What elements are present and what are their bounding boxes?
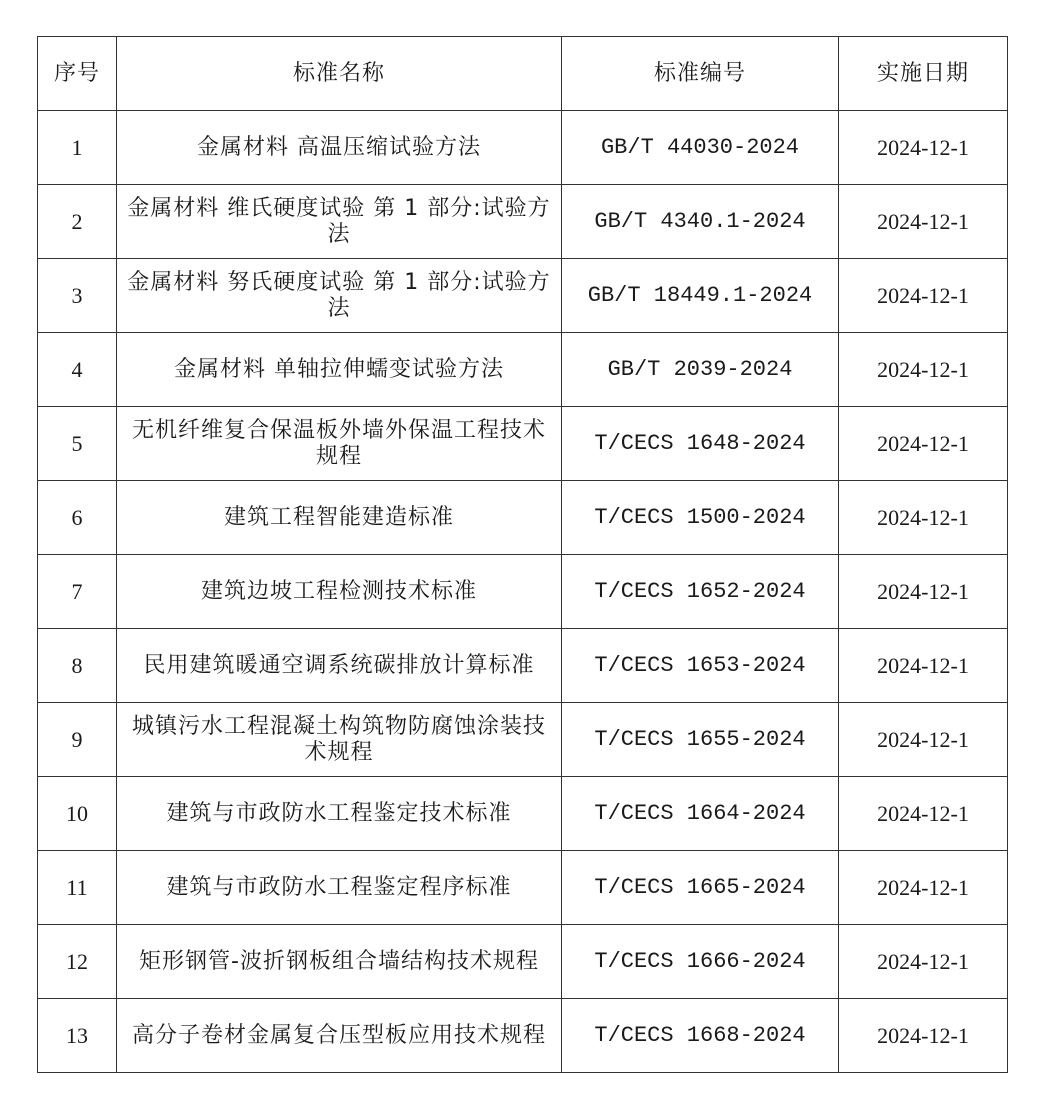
row-name: 金属材料 努氏硬度试验 第 1 部分:试验方法 xyxy=(117,259,562,333)
table-row xyxy=(38,851,1008,925)
row-code: T/CECS 1655-2024 xyxy=(562,703,839,777)
row-code: GB/T 44030-2024 xyxy=(562,111,839,185)
row-code: T/CECS 1665-2024 xyxy=(562,851,839,925)
row-seq: 11 xyxy=(38,851,117,925)
row-name: 城镇污水工程混凝土构筑物防腐蚀涂装技术规程 xyxy=(117,703,562,777)
row-seq: 9 xyxy=(38,703,117,777)
row-code: T/CECS 1653-2024 xyxy=(562,629,839,703)
row-seq: 13 xyxy=(38,999,117,1073)
standards-table xyxy=(37,36,1008,1073)
table-row xyxy=(38,481,1008,555)
row-date: 2024-12-1 xyxy=(839,703,1008,777)
table-row xyxy=(38,999,1008,1073)
header-seq: 序号 xyxy=(38,37,117,111)
header-code: 标准编号 xyxy=(562,37,839,111)
row-code: T/CECS 1500-2024 xyxy=(562,481,839,555)
row-seq: 7 xyxy=(38,555,117,629)
row-name: 无机纤维复合保温板外墙外保温工程技术规程 xyxy=(117,407,562,481)
row-date: 2024-12-1 xyxy=(839,111,1008,185)
row-date: 2024-12-1 xyxy=(839,925,1008,999)
row-name: 金属材料 单轴拉伸蠕变试验方法 xyxy=(117,333,562,407)
row-code: T/CECS 1666-2024 xyxy=(562,925,839,999)
row-date: 2024-12-1 xyxy=(839,185,1008,259)
table-row xyxy=(38,111,1008,185)
table-row xyxy=(38,555,1008,629)
header-name: 标准名称 xyxy=(117,37,562,111)
row-code: T/CECS 1648-2024 xyxy=(562,407,839,481)
row-code: GB/T 4340.1-2024 xyxy=(562,185,839,259)
row-code: T/CECS 1668-2024 xyxy=(562,999,839,1073)
table-row xyxy=(38,925,1008,999)
row-date: 2024-12-1 xyxy=(839,259,1008,333)
row-name: 矩形钢管-波折钢板组合墙结构技术规程 xyxy=(117,925,562,999)
row-code: T/CECS 1664-2024 xyxy=(562,777,839,851)
row-date: 2024-12-1 xyxy=(839,629,1008,703)
row-name: 建筑工程智能建造标准 xyxy=(117,481,562,555)
row-name: 建筑与市政防水工程鉴定程序标准 xyxy=(117,851,562,925)
row-date: 2024-12-1 xyxy=(839,999,1008,1073)
row-seq: 12 xyxy=(38,925,117,999)
row-date: 2024-12-1 xyxy=(839,481,1008,555)
row-date: 2024-12-1 xyxy=(839,851,1008,925)
row-date: 2024-12-1 xyxy=(839,333,1008,407)
row-date: 2024-12-1 xyxy=(839,777,1008,851)
table-row xyxy=(38,629,1008,703)
row-name: 金属材料 高温压缩试验方法 xyxy=(117,111,562,185)
header-date: 实施日期 xyxy=(839,37,1008,111)
row-code: GB/T 18449.1-2024 xyxy=(562,259,839,333)
row-seq: 5 xyxy=(38,407,117,481)
row-seq: 2 xyxy=(38,185,117,259)
row-name: 金属材料 维氏硬度试验 第 1 部分:试验方法 xyxy=(117,185,562,259)
table-row xyxy=(38,259,1008,333)
table-header-row xyxy=(38,37,1008,111)
table-row xyxy=(38,777,1008,851)
row-seq: 4 xyxy=(38,333,117,407)
row-name: 建筑边坡工程检测技术标准 xyxy=(117,555,562,629)
row-seq: 3 xyxy=(38,259,117,333)
row-seq: 8 xyxy=(38,629,117,703)
row-name: 高分子卷材金属复合压型板应用技术规程 xyxy=(117,999,562,1073)
row-name: 民用建筑暖通空调系统碳排放计算标准 xyxy=(117,629,562,703)
row-code: GB/T 2039-2024 xyxy=(562,333,839,407)
row-name: 建筑与市政防水工程鉴定技术标准 xyxy=(117,777,562,851)
table-row xyxy=(38,407,1008,481)
table-row xyxy=(38,185,1008,259)
row-code: T/CECS 1652-2024 xyxy=(562,555,839,629)
row-seq: 10 xyxy=(38,777,117,851)
row-date: 2024-12-1 xyxy=(839,555,1008,629)
row-seq: 6 xyxy=(38,481,117,555)
table-row xyxy=(38,703,1008,777)
row-date: 2024-12-1 xyxy=(839,407,1008,481)
row-seq: 1 xyxy=(38,111,117,185)
table-row xyxy=(38,333,1008,407)
